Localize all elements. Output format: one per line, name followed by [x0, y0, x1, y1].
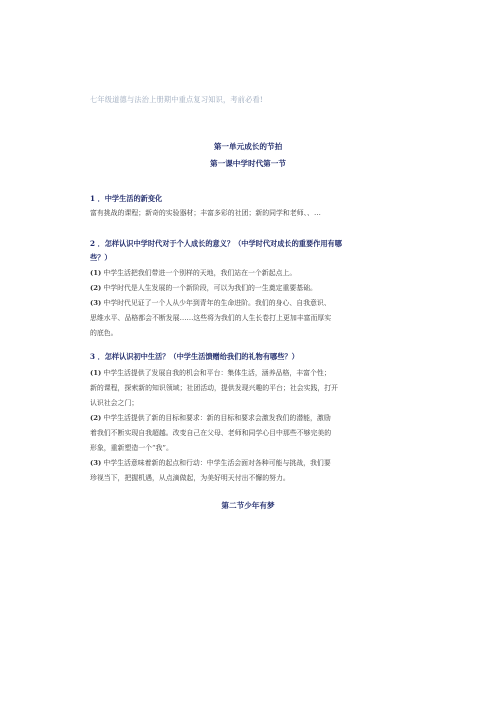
section3-item-2-line3: 形象，重新塑造一个“我”。	[90, 444, 173, 452]
lesson-title: 第一课中学时代第一节	[210, 159, 286, 168]
item-text: 中学时代见证了一个人从少年到青年的生命进阶。我们的身心、自我意识、	[103, 299, 331, 307]
item-text: 中学生活提供了发展自我的机会和平台：集体生活，涵养品格，丰富个性；	[103, 369, 331, 377]
section2-item-3-line3: 的底色。	[90, 329, 118, 337]
section3-item-3	[90, 456, 408, 470]
item-number: (3)	[90, 459, 102, 467]
item-text: 中学生活把我们带进一个别样的天地，我们站在一个新起点上。	[103, 269, 297, 277]
section3-item-1	[90, 366, 408, 380]
unit-title: 第一单元成长的节拍	[213, 142, 283, 151]
item-text: 中学时代是人生发展的一个新阶段，可以为我们的一生奠定重要基础。	[103, 284, 317, 292]
item-number: (2)	[90, 284, 102, 292]
section2-item-1	[90, 266, 408, 280]
intro-line: 七年级道德与法治上册期中重点复习知识，考前必看!	[90, 95, 264, 104]
section3-item-3-line2: 珍视当下，把握机遇，从点滴做起，为美好明天付出不懈的努力。	[90, 474, 290, 482]
section3-item-1-line2: 新的课程，探索新的知识领域；社团活动，提供发现兴趣的平台；社会实践，打开	[90, 384, 339, 392]
section2-item-3-line2: 思维水平、品格都会不断发展……这些将为我们的人生长卷打上更加丰富而厚实	[90, 314, 332, 322]
section2-heading-line2: 些？）	[90, 253, 112, 262]
section1-body: 富有挑战的课程；新奇的实验器材；丰富多彩的社团；新的同学和老师、、…	[90, 209, 321, 217]
section4-title: 第二节少年有梦	[221, 501, 275, 510]
section2-item-3	[90, 296, 408, 310]
item-number: (1)	[90, 369, 102, 377]
item-number: (1)	[90, 269, 102, 277]
section2-item-2	[90, 281, 408, 295]
section3-item-1-line3: 认识社会之门；	[90, 399, 139, 407]
section3-item-2-line2: 着我们不断实现自我超越。改变自己在父母、老师和同学心目中那些不够完美的	[90, 429, 332, 437]
item-number: (3)	[90, 299, 102, 307]
item-number: (2)	[90, 414, 102, 422]
item-text: 中学生活意味着新的起点和行动：中学生活会面对各种可能与挑战，我们要	[103, 459, 331, 467]
section3-heading: 3 ．怎样认识初中生活？（中学生活馈赠给我们的礼物有哪些？）	[90, 352, 299, 361]
item-text: 中学生活提供了新的目标和要求：新的目标和要求会激发我们的潜能，激励	[103, 414, 331, 422]
section3-item-2	[90, 411, 408, 425]
section1-heading: 1 ．中学生活的新变化	[90, 194, 163, 203]
section2-heading-line1: 2 ．怎样认识中学时代对于个人成长的意义？（中学时代对成长的重要作用有哪	[90, 239, 342, 248]
